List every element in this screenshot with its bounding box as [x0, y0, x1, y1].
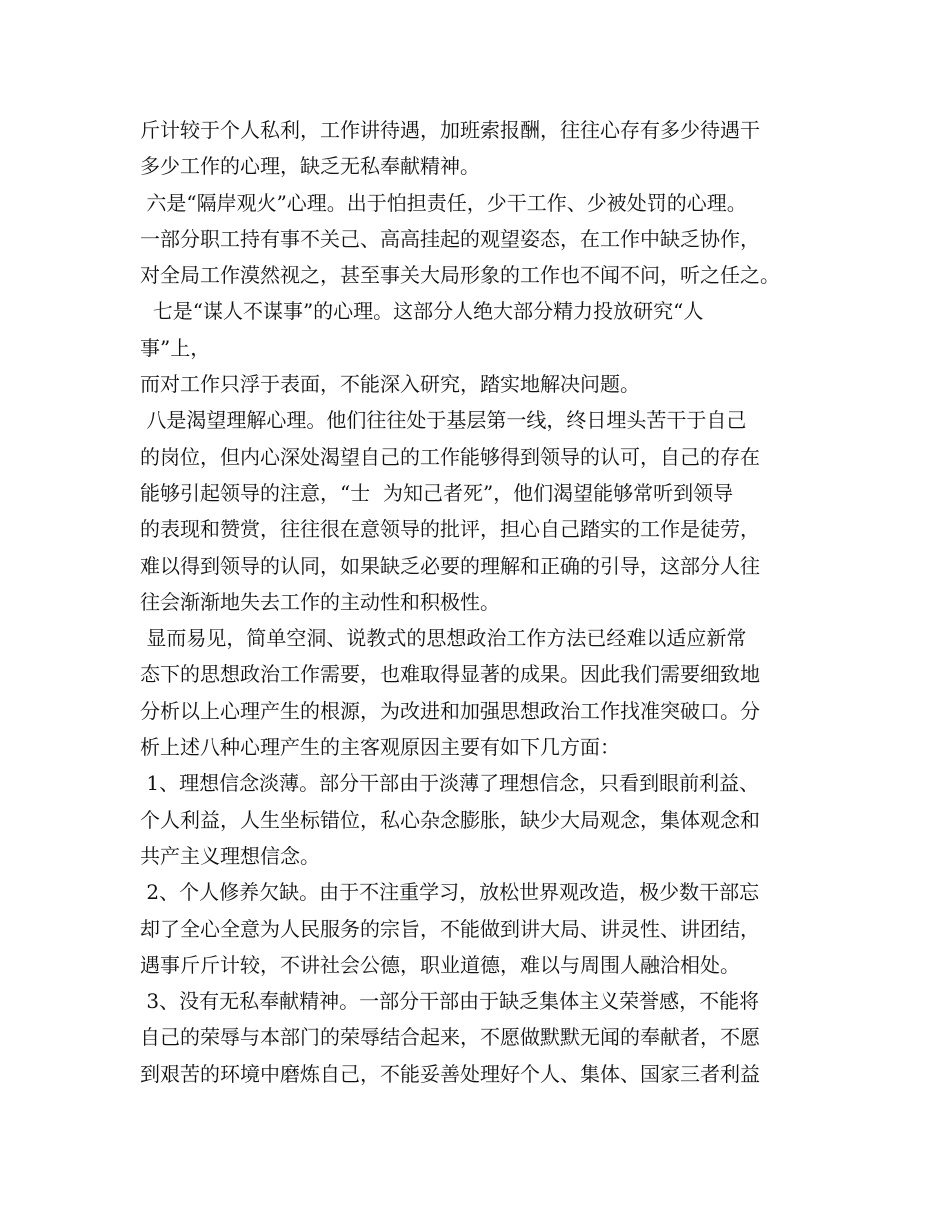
text-line: 斤计较于个人私利，工作讲待遇，加班索报酬，往往心存有多少待遇干 [140, 118, 760, 142]
text-line: 到艰苦的环境中磨炼自己，不能妥善处理好个人、集体、国家三者利益 [140, 1061, 760, 1086]
text-line: 一部分职工持有事不关己、高高挂起的观望姿态，在工作中缺乏协作， [140, 226, 760, 251]
text-line: 3、没有无私奉献精神。一部分干部由于缺乏集体主义荣誉感，不能将 [140, 989, 760, 1014]
text-line: 的岗位，但内心深处渴望自己的工作能够得到领导的认可，自己的存在 [140, 444, 760, 469]
text-line: 能够引起领导的注意，“士 为知己者死”，他们渴望能够常听到领导 [140, 480, 734, 505]
text-line: 遇事斤斤计较，不讲社会公德，职业道德，难以与周围人融洽相处。 [140, 952, 740, 977]
text-line: 多少工作的心理，缺乏无私奉献精神。 [140, 154, 480, 179]
text-line: 八是渴望理解心理。他们往往处于基层第一线，终日埋头苦干于自己 [140, 408, 747, 433]
text-line: 2、个人修养欠缺。由于不注重学习，放松世界观改造，极少数干部忘 [140, 880, 760, 905]
text-line: 共产主义理想信念。 [140, 843, 320, 868]
text-line: 难以得到领导的认同，如果缺乏必要的理解和正确的引导，这部分人往 [140, 553, 760, 578]
text-line: 七是“谋人不谋事”的心理。这部分人绝大部分精力投放研究“人 [140, 299, 704, 324]
text-line: 六是“隔岸观火”心理。出于怕担责任，少干工作、少被处罚的心理。 [140, 190, 747, 215]
text-line: 事”上， [140, 335, 211, 360]
text-line: 态下的思想政治工作需要，也难取得显著的成果。因此我们需要细致地 [140, 662, 760, 687]
text-line: 的表现和赞赏，往往很在意领导的批评，担心自己踏实的工作是徒劳， [140, 517, 760, 542]
text-line: 自己的荣辱与本部门的荣辱结合起来，不愿做默默无闻的奉献者，不愿 [140, 1025, 760, 1050]
text-line: 1、理想信念淡薄。部分干部由于淡薄了理想信念，只看到眼前利益、 [140, 771, 760, 796]
body-text [140, 112, 830, 1092]
text-line: 对全局工作漠然视之，甚至事关大局形象的工作也不闻不问，听之任之。 [140, 263, 780, 288]
text-line: 分析以上心理产生的根源，为改进和加强思想政治工作找准突破口。分 [140, 698, 760, 723]
text-line: 却了全心全意为人民服务的宗旨，不能做到讲大局、讲灵性、讲团结， [140, 916, 760, 941]
text-line: 往会渐渐地失去工作的主动性和积极性。 [140, 589, 500, 614]
text-line: 个人利益，人生坐标错位，私心杂念膨胀，缺少大局观念，集体观念和 [140, 807, 760, 832]
text-line: 析上述八种心理产生的主客观原因主要有如下几方面： [140, 735, 620, 760]
text-line: 显而易见，简单空洞、说教式的思想政治工作方法已经难以适应新常 [140, 626, 747, 651]
text-line: 而对工作只浮于表面，不能深入研究，踏实地解决问题。 [140, 372, 640, 397]
